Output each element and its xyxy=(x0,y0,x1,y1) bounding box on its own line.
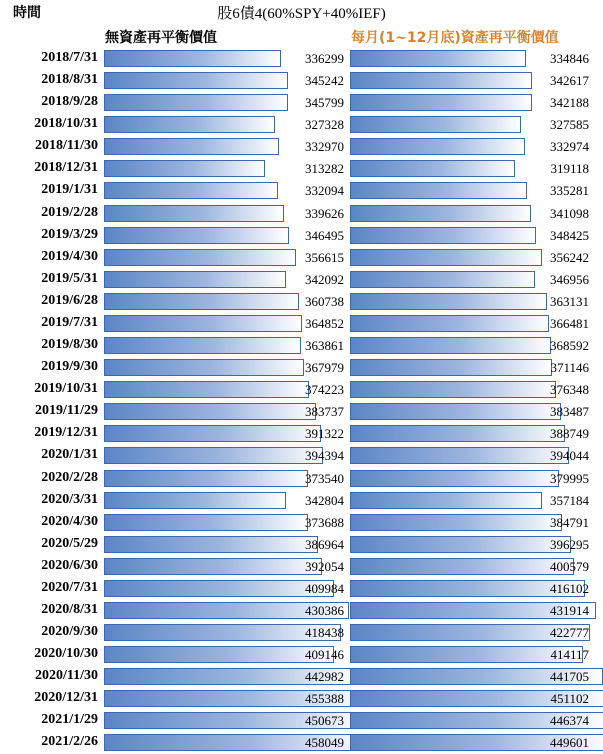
no-rebalance-bar xyxy=(104,227,289,244)
no-rebalance-value: 373688 xyxy=(305,514,344,530)
no-rebalance-value: 386964 xyxy=(305,536,344,552)
monthly-rebalance-value: 371146 xyxy=(550,360,589,376)
monthly-rebalance-value: 357184 xyxy=(550,492,589,508)
monthly-rebalance-bar xyxy=(350,536,571,553)
table-row xyxy=(0,490,603,512)
monthly-rebalance-bar xyxy=(350,470,559,487)
table-row xyxy=(0,180,603,202)
no-rebalance-value: 339626 xyxy=(305,205,344,221)
no-rebalance-bar xyxy=(104,72,288,89)
date-label: 2021/2/26 xyxy=(41,734,98,750)
monthly-rebalance-bar xyxy=(350,50,526,67)
monthly-rebalance-bar xyxy=(350,271,535,288)
table-row xyxy=(0,556,603,578)
monthly-rebalance-bar xyxy=(350,381,556,398)
no-rebalance-bar xyxy=(104,447,323,464)
monthly-rebalance-value: 366481 xyxy=(550,315,589,331)
monthly-rebalance-bar xyxy=(350,138,525,155)
table-row xyxy=(0,423,603,445)
no-rebalance-value: 392054 xyxy=(305,558,344,574)
no-rebalance-bar xyxy=(104,558,322,575)
table-row xyxy=(0,70,603,92)
table-row xyxy=(0,136,603,158)
date-label: 2018/7/31 xyxy=(41,50,98,65)
monthly-rebalance-value: 346956 xyxy=(550,271,589,287)
no-rebalance-value: 345242 xyxy=(305,73,344,89)
monthly-rebalance-value: 422777 xyxy=(550,625,589,641)
table-row xyxy=(0,732,603,754)
no-rebalance-value: 367979 xyxy=(305,360,344,376)
date-label: 2021/1/29 xyxy=(41,712,98,728)
table-row xyxy=(0,666,603,688)
no-rebalance-value: 327328 xyxy=(305,117,344,133)
monthly-rebalance-value: 449601 xyxy=(550,735,589,751)
monthly-rebalance-value: 341098 xyxy=(550,205,589,221)
table-row xyxy=(0,622,603,644)
monthly-rebalance-bar xyxy=(350,72,532,89)
no-rebalance-bar xyxy=(104,381,309,398)
monthly-rebalance-column-header: 每月(1~12月底)資產再平衡價值 xyxy=(351,30,559,46)
date-label: 2020/9/30 xyxy=(41,624,98,640)
no-rebalance-value: 383737 xyxy=(305,404,344,420)
monthly-rebalance-value: 334846 xyxy=(550,51,589,66)
no-rebalance-value: 360738 xyxy=(305,293,344,309)
no-rebalance-bar xyxy=(104,536,318,553)
no-rebalance-value: 442982 xyxy=(305,669,344,685)
date-label: 2019/10/31 xyxy=(34,381,98,397)
table-row xyxy=(0,357,603,379)
no-rebalance-bar xyxy=(104,138,279,155)
monthly-rebalance-bar xyxy=(350,403,561,420)
monthly-rebalance-value: 416102 xyxy=(550,580,589,596)
no-rebalance-bar xyxy=(104,50,281,67)
monthly-rebalance-bar xyxy=(350,447,569,464)
no-rebalance-bar xyxy=(104,470,308,487)
monthly-rebalance-bar xyxy=(350,249,542,266)
no-rebalance-value: 374223 xyxy=(305,382,344,398)
monthly-rebalance-bar xyxy=(350,94,532,111)
monthly-rebalance-value: 332974 xyxy=(550,139,589,155)
date-label: 2019/12/31 xyxy=(34,425,98,441)
date-label: 2020/5/29 xyxy=(41,535,98,551)
date-label: 2020/10/30 xyxy=(34,646,98,662)
date-label: 2018/10/31 xyxy=(34,116,98,132)
table-row xyxy=(0,225,603,247)
monthly-rebalance-bar xyxy=(350,182,527,199)
monthly-rebalance-value: 363131 xyxy=(550,293,589,309)
table-row xyxy=(0,203,603,225)
no-rebalance-bar xyxy=(104,315,302,332)
date-label: 2020/8/31 xyxy=(41,602,98,617)
no-rebalance-bar xyxy=(104,337,301,354)
table-row xyxy=(0,578,603,600)
monthly-rebalance-value: 396295 xyxy=(550,536,589,552)
monthly-rebalance-value: 376348 xyxy=(550,382,589,398)
monthly-rebalance-value: 327585 xyxy=(550,117,589,133)
monthly-rebalance-bar xyxy=(350,227,536,244)
monthly-rebalance-value: 388749 xyxy=(550,426,589,442)
date-label: 2019/11/29 xyxy=(34,403,98,419)
no-rebalance-value: 345799 xyxy=(305,95,344,111)
date-label: 2020/4/30 xyxy=(41,513,98,529)
no-rebalance-bar xyxy=(104,182,278,199)
table-row xyxy=(0,468,603,490)
table-row xyxy=(0,644,603,666)
no-rebalance-value: 364852 xyxy=(305,315,344,331)
no-rebalance-bar xyxy=(104,492,286,509)
monthly-rebalance-value: 441705 xyxy=(550,669,589,685)
monthly-rebalance-bar xyxy=(350,116,521,133)
no-rebalance-bar xyxy=(104,249,296,266)
monthly-rebalance-value: 446374 xyxy=(550,713,589,729)
no-rebalance-value: 332970 xyxy=(305,139,344,155)
table-row xyxy=(0,158,603,180)
date-label: 2019/8/30 xyxy=(41,337,98,353)
date-label: 2020/3/31 xyxy=(41,491,98,507)
no-rebalance-bar xyxy=(104,94,288,111)
monthly-rebalance-value: 356242 xyxy=(550,249,589,265)
no-rebalance-value: 418438 xyxy=(305,625,344,641)
date-label: 2018/8/31 xyxy=(41,72,98,88)
no-rebalance-value: 455388 xyxy=(305,691,344,707)
monthly-rebalance-value: 394044 xyxy=(550,448,589,464)
no-rebalance-value: 336299 xyxy=(305,51,344,66)
date-label: 2020/2/28 xyxy=(41,469,98,485)
monthly-rebalance-value: 342188 xyxy=(550,95,589,111)
no-rebalance-value: 373540 xyxy=(305,470,344,486)
date-label: 2019/6/28 xyxy=(41,292,98,308)
date-label: 2019/1/31 xyxy=(41,182,98,198)
monthly-rebalance-value: 342617 xyxy=(550,73,589,89)
monthly-rebalance-bar xyxy=(350,293,547,310)
no-rebalance-bar xyxy=(104,293,299,310)
no-rebalance-value: 450673 xyxy=(305,713,344,729)
date-label: 2019/4/30 xyxy=(41,248,98,264)
table-row xyxy=(0,710,603,732)
monthly-rebalance-value: 335281 xyxy=(550,183,589,199)
date-label: 2019/2/28 xyxy=(41,204,98,220)
table-row xyxy=(0,335,603,357)
monthly-rebalance-value: 368592 xyxy=(550,338,589,354)
no-rebalance-bar xyxy=(104,646,334,663)
monthly-rebalance-value: 431914 xyxy=(550,603,589,618)
no-rebalance-value: 409146 xyxy=(305,647,344,663)
no-rebalance-value: 363861 xyxy=(305,338,344,354)
monthly-rebalance-bar xyxy=(350,492,542,509)
no-rebalance-value: 394394 xyxy=(305,448,344,464)
table-row xyxy=(0,534,603,556)
no-rebalance-bar xyxy=(104,403,316,420)
table-row xyxy=(0,313,603,335)
no-rebalance-bar xyxy=(104,116,275,133)
date-label: 2020/6/30 xyxy=(41,557,98,573)
table-row xyxy=(0,269,603,291)
monthly-rebalance-bar xyxy=(350,558,574,575)
date-label: 2018/12/31 xyxy=(34,160,98,176)
table-row xyxy=(0,688,603,710)
no-rebalance-bar xyxy=(104,514,308,531)
no-rebalance-bar xyxy=(104,271,286,288)
no-rebalance-bar xyxy=(104,160,265,177)
date-label: 2018/11/30 xyxy=(34,138,98,154)
monthly-rebalance-value: 383487 xyxy=(550,404,589,420)
table-row xyxy=(0,48,603,70)
no-rebalance-value: 391322 xyxy=(305,426,344,442)
monthly-rebalance-bar xyxy=(350,315,549,332)
date-label: 2019/7/31 xyxy=(41,314,98,330)
date-label: 2019/3/29 xyxy=(41,226,98,242)
no-rebalance-value: 342804 xyxy=(305,492,344,508)
no-rebalance-value: 409984 xyxy=(305,580,344,596)
date-label: 2020/12/31 xyxy=(34,690,98,706)
no-rebalance-value: 430386 xyxy=(305,603,344,618)
no-rebalance-value: 458049 xyxy=(305,735,344,751)
monthly-rebalance-bar xyxy=(350,359,552,376)
monthly-rebalance-value: 319118 xyxy=(550,161,589,177)
table-row xyxy=(0,291,603,313)
monthly-rebalance-value: 348425 xyxy=(550,227,589,243)
monthly-rebalance-value: 451102 xyxy=(550,691,589,707)
table-row xyxy=(0,114,603,136)
monthly-rebalance-bar xyxy=(350,205,531,222)
no-rebalance-value: 342092 xyxy=(305,271,344,287)
table-row xyxy=(0,247,603,269)
date-label: 2020/7/31 xyxy=(41,579,98,595)
date-label: 2018/9/28 xyxy=(41,94,98,110)
no-rebalance-bar xyxy=(104,425,321,442)
date-column-header: 時間 xyxy=(13,6,41,21)
no-rebalance-value: 356615 xyxy=(305,249,344,265)
no-rebalance-bar xyxy=(104,580,334,597)
table-row xyxy=(0,600,603,622)
monthly-rebalance-bar xyxy=(350,160,515,177)
monthly-rebalance-value: 384791 xyxy=(550,514,589,530)
table-row xyxy=(0,401,603,423)
no-rebalance-value: 346495 xyxy=(305,227,344,243)
monthly-rebalance-bar xyxy=(350,425,565,442)
no-rebalance-column-header: 無資產再平衡價值 xyxy=(105,30,217,46)
monthly-rebalance-bar xyxy=(350,514,562,531)
no-rebalance-value: 332094 xyxy=(305,183,344,199)
table-row xyxy=(0,445,603,467)
no-rebalance-bar xyxy=(104,205,284,222)
date-label: 2020/11/30 xyxy=(34,668,98,684)
monthly-rebalance-bar xyxy=(350,337,551,354)
monthly-rebalance-value: 414117 xyxy=(550,647,589,663)
date-label: 2020/1/31 xyxy=(41,447,98,463)
no-rebalance-bar xyxy=(104,359,304,376)
monthly-rebalance-value: 400579 xyxy=(550,558,589,574)
date-label: 2019/9/30 xyxy=(41,359,98,375)
no-rebalance-value: 313282 xyxy=(305,161,344,177)
monthly-rebalance-bar xyxy=(350,646,583,663)
table-row xyxy=(0,379,603,401)
table-row xyxy=(0,512,603,534)
chart-title: 股6債4(60%SPY+40%IEF) xyxy=(217,6,386,22)
table-row xyxy=(0,92,603,114)
monthly-rebalance-value: 379995 xyxy=(550,470,589,486)
date-label: 2019/5/31 xyxy=(41,270,98,286)
